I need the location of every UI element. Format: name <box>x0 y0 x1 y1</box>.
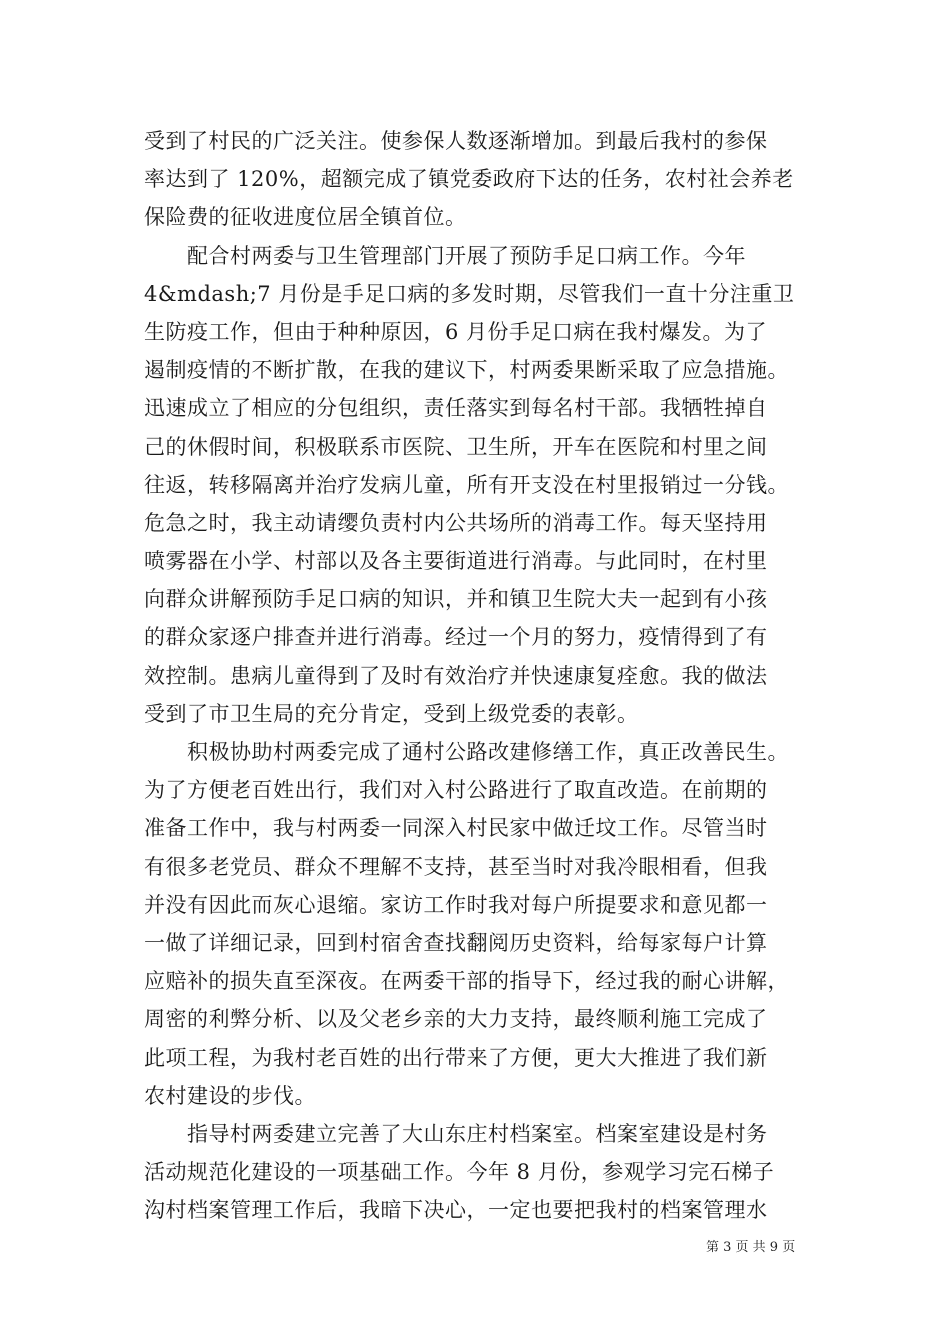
text-line: 率达到了 120%，超额完成了镇党委政府下达的任务，农村社会养老 <box>144 167 794 192</box>
text-line: 的群众家逐户排查并进行消毒。经过一个月的努力，疫情得到了有 <box>144 625 768 650</box>
text-line: 保险费的征收进度位居全镇首位。 <box>144 205 467 230</box>
page-number: 第 3 页 共 9 页 <box>706 1240 796 1255</box>
text-line: 为了方便老百姓出行，我们对入村公路进行了取直改造。在前期的 <box>144 778 768 803</box>
text-line: 并没有因此而灰心退缩。家访工作时我对每户所提要求和意见都一 <box>144 892 768 917</box>
text-line: 己的休假时间，积极联系市医院、卫生所，开车在医院和村里之间 <box>144 434 768 459</box>
text-line: 农村建设的步伐。 <box>144 1083 316 1108</box>
text-line: 向群众讲解预防手足口病的知识，并和镇卫生院大夫一起到有小孩 <box>144 587 768 612</box>
text-line: 准备工作中，我与村两委一同深入村民家中做迁坟工作。尽管当时 <box>144 816 768 841</box>
text-line: 周密的利弊分析、以及父老乡亲的大力支持，最终顺利施工完成了 <box>144 1007 768 1032</box>
text-line: 指导村两委建立完善了大山东庄村档案室。档案室建设是村务 <box>144 1121 768 1146</box>
text-line: 一做了详细记录，回到村宿舍查找翻阅历史资料，给每家每户计算 <box>144 930 768 955</box>
text-line: 积极协助村两委完成了通村公路改建修缮工作，真正改善民生。 <box>144 740 789 764</box>
text-line: 此项工程，为我村老百姓的出行带来了方便，更大大推进了我们新 <box>144 1045 768 1070</box>
text-line: 效控制。患病儿童得到了及时有效治疗并快速康复痊愈。我的做法 <box>144 663 768 688</box>
text-line: 4&mdash;7 月份是手足口病的多发时期，尽管我们一直十分注重卫 <box>144 281 795 306</box>
text-line: 遏制疫情的不断扩散，在我的建议下，村两委果断采取了应急措施。 <box>144 358 789 383</box>
text-line: 受到了村民的广泛关注。使参保人数逐渐增加。到最后我村的参保 <box>144 129 768 153</box>
text-line: 有很多老党员、群众不理解不支持，甚至当时对我冷眼相看，但我 <box>144 854 768 879</box>
text-line: 沟村档案管理工作后，我暗下决心，一定也要把我村的档案管理水 <box>144 1198 768 1223</box>
text-line: 配合村两委与卫生管理部门开展了预防手足口病工作。今年 <box>144 243 746 268</box>
text-line: 往返，转移隔离并治疗发病儿童，所有开支没在村里报销过一分钱。 <box>144 472 789 497</box>
text-line: 喷雾器在小学、村部以及各主要街道进行消毒。与此同时，在村里 <box>144 549 768 574</box>
text-line: 活动规范化建设的一项基础工作。今年 8 月份，参观学习完石梯子 <box>144 1160 775 1185</box>
text-line: 应赔补的损失直至深夜。在两委干部的指导下，经过我的耐心讲解， <box>144 969 789 994</box>
text-line: 危急之时，我主动请缨负责村内公共场所的消毒工作。每天坚持用 <box>144 510 768 535</box>
text-line: 受到了市卫生局的充分肯定，受到上级党委的表彰。 <box>144 701 639 726</box>
body-text <box>144 122 820 1229</box>
text-line: 迅速成立了相应的分包组织，责任落实到每名村干部。我牺牲掉自 <box>144 396 768 421</box>
text-line: 生防疫工作，但由于种种原因，6 月份手足口病在我村爆发。为了 <box>144 319 768 344</box>
